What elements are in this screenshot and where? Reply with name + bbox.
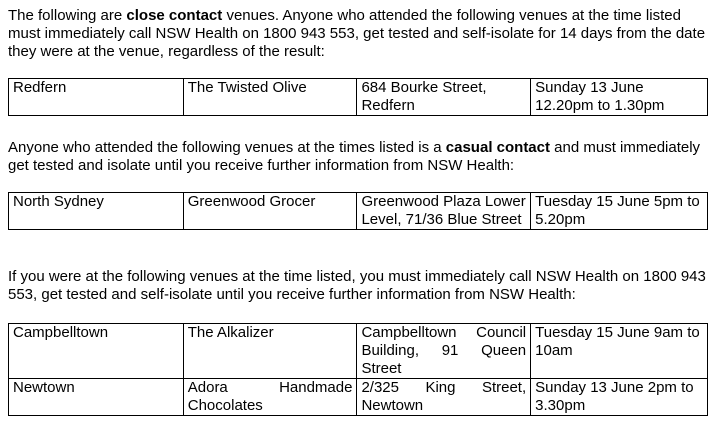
table-row — [9, 79, 708, 116]
intro-text: venues. Anyone who attended the following venues at the time listed must immediately call NSW Health on 1800 943 553, get tested and self-isolate for 14 days from the date they were at the venue, regardless of the result: — [8, 7, 706, 60]
address-cell: Greenwood Plaza Lower Level, 71/36 Blue Street — [357, 193, 531, 230]
time-cell: Tuesday 15 June 5pm to 5.20pm — [531, 193, 708, 230]
intro-text: Anyone who attended the following venues at the times listed is a — [8, 139, 446, 156]
venue-cell: Greenwood Grocer — [183, 193, 357, 230]
close-contact-intro — [8, 7, 710, 61]
suburb-cell: North Sydney — [9, 193, 184, 230]
intro-text: The following are — [8, 7, 127, 24]
close-contact-table — [8, 78, 708, 116]
time-cell: Sunday 13 June 12.20pm to 1.30pm — [531, 79, 708, 116]
suburb-cell: Redfern — [9, 79, 184, 116]
address-cell: Campbelltown Council Building, 91 Queen Street — [357, 324, 531, 379]
address-cell: 2/325 King Street, Newtown — [357, 379, 531, 416]
suburb-cell: Campbelltown — [9, 324, 184, 379]
call-nsw-health-intro: If you were at the following venues at the time listed, you must immediately call NSW Health on 1800 943 553, get tested and self-isolate until you receive further information from NSW Health: — [8, 268, 706, 303]
time-cell: Sunday 13 June 2pm to 3.30pm — [531, 379, 708, 416]
intro-bold-text: casual contact — [445, 139, 550, 156]
address-cell: 684 Bourke Street, Redfern — [357, 79, 531, 116]
casual-contact-intro — [8, 139, 710, 175]
suburb-cell: Newtown — [9, 379, 184, 416]
time-cell: Tuesday 15 June 9am to 10am — [531, 324, 708, 379]
intro-text: and must immediately get tested and isolate until you receive further information from NSW Health: — [8, 139, 701, 174]
venue-cell: The Twisted Olive — [183, 79, 357, 116]
table-row — [9, 193, 708, 230]
table-row — [9, 324, 708, 379]
call-nsw-health-table — [8, 323, 708, 416]
venue-cell: The Alkalizer — [183, 324, 357, 379]
casual-contact-table — [8, 192, 708, 230]
intro-bold-text: close contact — [126, 7, 223, 24]
venue-cell: Adora Handmade Chocolates — [183, 379, 357, 416]
table-row — [9, 379, 708, 416]
